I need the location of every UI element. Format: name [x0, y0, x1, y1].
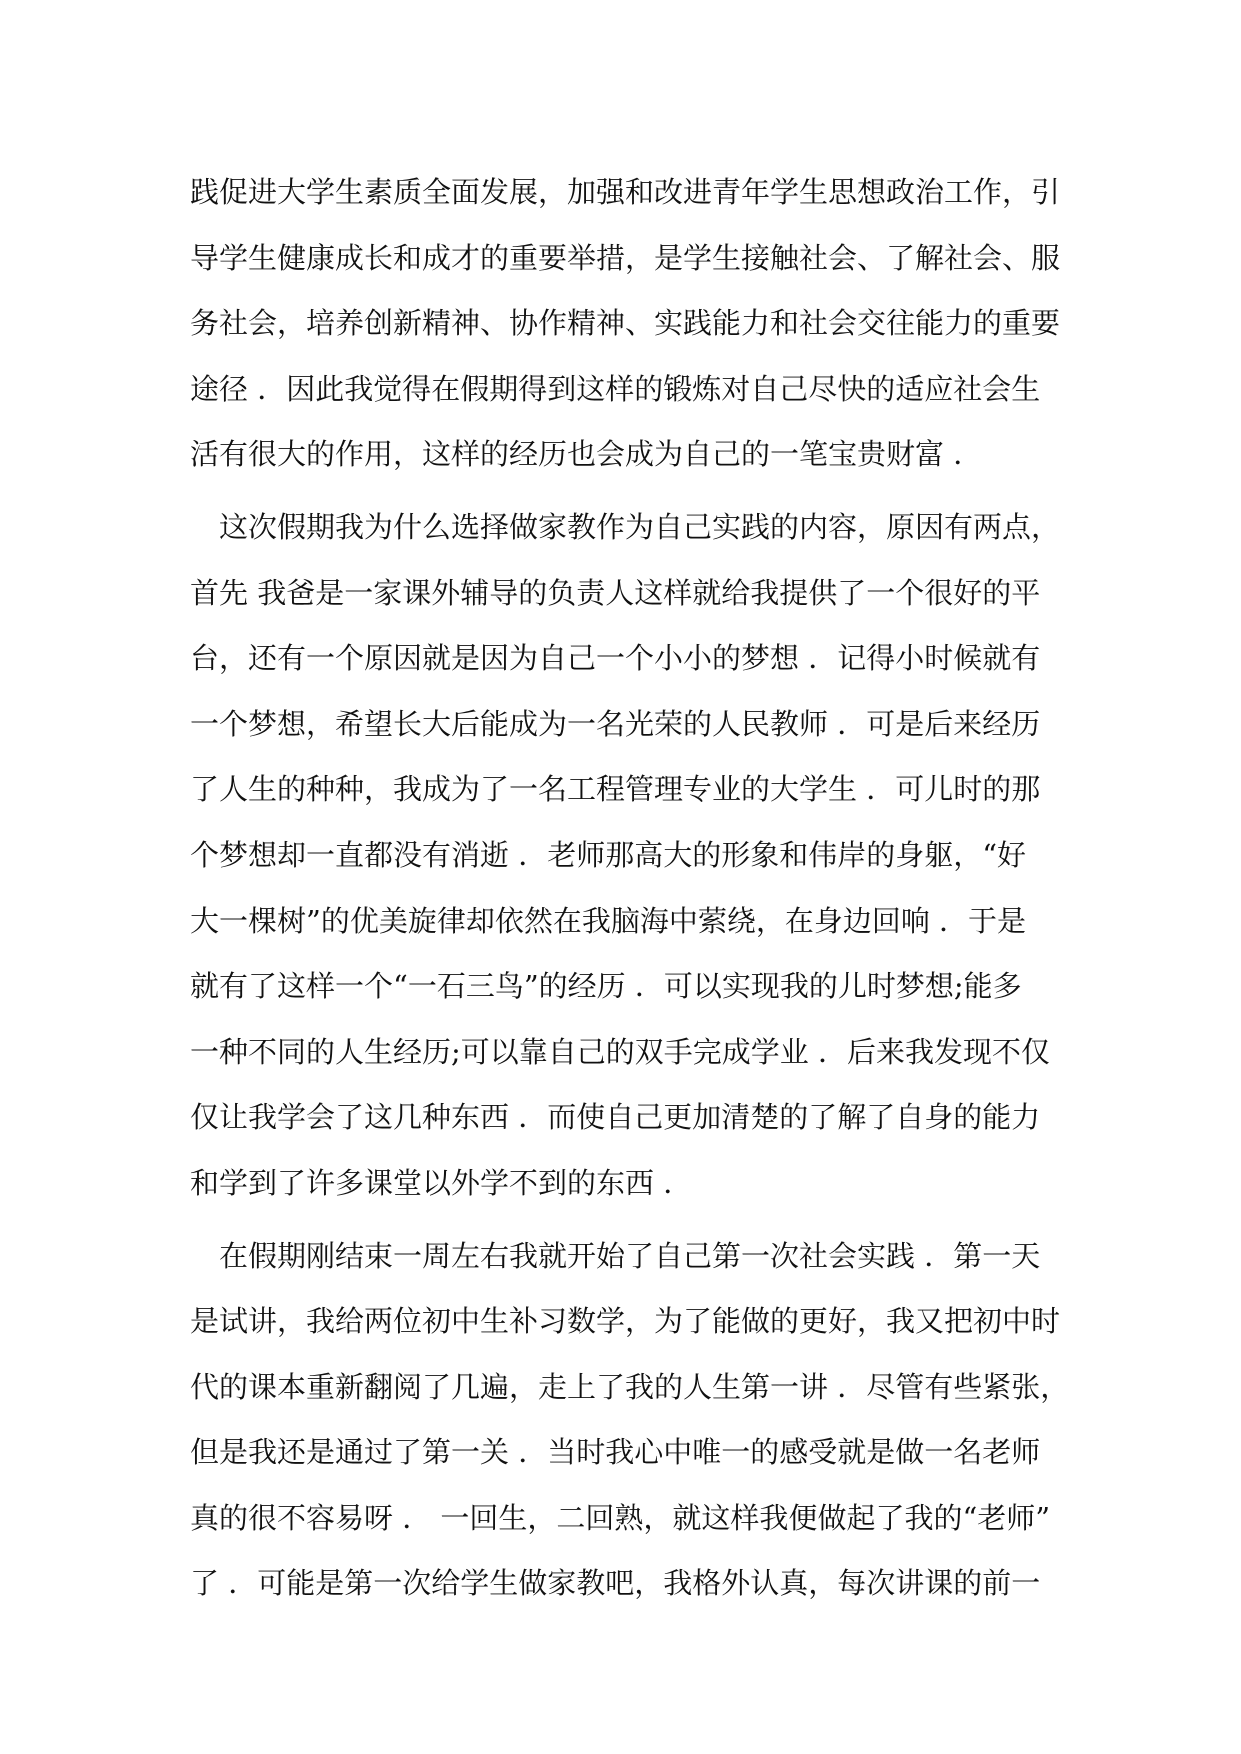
text-line: 一个梦想，希望长大后能成为一名光荣的人民教师 ．可是后来经历	[190, 706, 1041, 741]
text-line: 真的很不容易呀 ． 一回生，二回熟，就这样我便做起了我的“老师”	[190, 1500, 1051, 1535]
text-line: 是试讲，我给两位初中生补习数学，为了能做的更好，我又把初中时	[190, 1304, 1061, 1339]
paragraph-1	[190, 160, 1060, 488]
text-line: 但是我还是通过了第一关 ．当时我心中唯一的感受就是做一名老师	[190, 1435, 1041, 1470]
text-line: 在假期刚结束一周左右我就开始了自己第一次社会实践 ．第一天	[190, 1238, 1041, 1273]
text-line: 个梦想却一直都没有消逝 ．老师那高大的形象和伟岸的身躯，“好	[190, 837, 1027, 872]
text-line: 仅让我学会了这几种东西 ．而使自己更加清楚的了解了自身的能力	[190, 1100, 1041, 1135]
text-line: 大一棵树”的优美旋律却依然在我脑海中萦绕，在身边回响 ．于是	[190, 903, 1027, 938]
text-line: 践促进大学生素质全面发展，加强和改进青年学生思想政治工作，引	[190, 175, 1061, 209]
text-line: 一种不同的人生经历;可以靠自己的双手完成学业 ．后来我发现不仅	[190, 1034, 1050, 1069]
text-line: 了 ．可能是第一次给学生做家教吧，我格外认真，每次讲课的前一	[190, 1566, 1041, 1601]
text-line: 途径 ．因此我觉得在假期得到这样的锻炼对自己尽快的适应社会生	[190, 371, 1041, 406]
paragraph-3	[190, 1224, 1070, 1618]
text-line: 台，还有一个原因就是因为自己一个小小的梦想 ．记得小时候就有	[190, 641, 1041, 676]
text-line: 这次假期我为什么选择做家教作为自己实践的内容，原因有两点，	[190, 509, 1061, 544]
text-line: 就有了这样一个“一石三鸟”的经历 ．可以实现我的儿时梦想;能多	[190, 969, 1022, 1004]
text-line: 活有很大的作用，这样的经历也会成为自己的一笔宝贵财富 ．	[190, 437, 983, 472]
body-text	[190, 160, 1070, 1617]
text-line: 务社会，培养创新精神、协作精神、实践能力和社会交往能力的重要	[190, 306, 1061, 341]
paragraph-2	[190, 495, 1060, 1217]
text-line: 了人生的种种，我成为了一名工程管理专业的大学生 ．可儿时的那	[190, 772, 1041, 807]
text-line: 导学生健康成长和成才的重要举措，是学生接触社会、了解社会、服	[190, 240, 1061, 275]
text-line: 和学到了许多课堂以外学不到的东西 ．	[190, 1165, 693, 1200]
text-line: 首先 我爸是一家课外辅导的负责人这样就给我提供了一个很好的平	[190, 575, 1041, 610]
text-line: 代的课本重新翻阅了几遍，走上了我的人生第一讲 ．尽管有些紧张，	[190, 1369, 1070, 1404]
